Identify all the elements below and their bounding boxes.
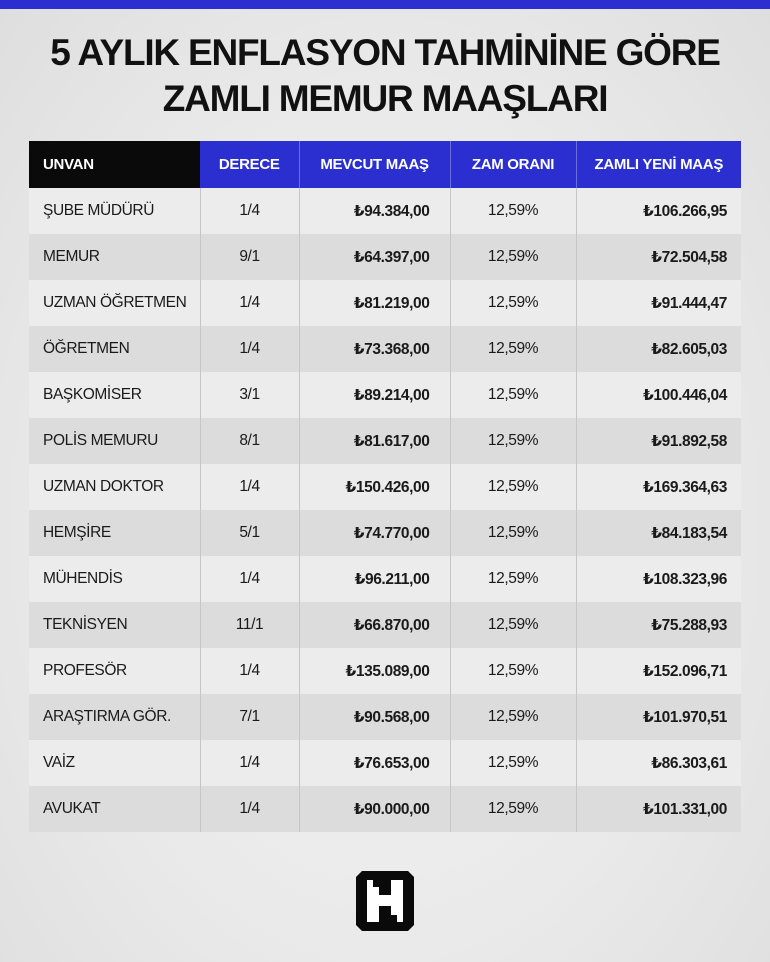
header-zam-orani: ZAM ORANI	[450, 141, 576, 188]
table-row	[29, 694, 741, 740]
h-logo-icon	[356, 871, 414, 931]
top-accent-bar	[0, 0, 770, 9]
cell-zam-orani: 12,59%	[450, 786, 576, 832]
cell-zamli-yeni-maas: ₺108.323,96	[576, 556, 741, 602]
cell-zam-orani: 12,59%	[450, 556, 576, 602]
cell-zam-orani: 12,59%	[450, 188, 576, 234]
cell-unvan: PROFESÖR	[29, 648, 200, 694]
cell-mevcut-maas: ₺96.211,00	[299, 556, 450, 602]
cell-unvan: UZMAN DOKTOR	[29, 464, 200, 510]
table-row	[29, 188, 741, 234]
salary-table	[29, 141, 741, 832]
cell-mevcut-maas: ₺64.397,00	[299, 234, 450, 280]
table-row	[29, 418, 741, 464]
cell-unvan: TEKNİSYEN	[29, 602, 200, 648]
table-row	[29, 280, 741, 326]
cell-unvan: ARAŞTIRMA GÖR.	[29, 694, 200, 740]
cell-unvan: ÖĞRETMEN	[29, 326, 200, 372]
table-row	[29, 372, 741, 418]
table-row	[29, 602, 741, 648]
cell-derece: 1/4	[200, 326, 299, 372]
cell-zamli-yeni-maas: ₺75.288,93	[576, 602, 741, 648]
cell-zamli-yeni-maas: ₺72.504,58	[576, 234, 741, 280]
cell-derece: 9/1	[200, 234, 299, 280]
cell-unvan: AVUKAT	[29, 786, 200, 832]
table-row	[29, 648, 741, 694]
table-row	[29, 326, 741, 372]
cell-zamli-yeni-maas: ₺84.183,54	[576, 510, 741, 556]
cell-mevcut-maas: ₺90.000,00	[299, 786, 450, 832]
cell-mevcut-maas: ₺135.089,00	[299, 648, 450, 694]
table-row	[29, 464, 741, 510]
cell-zam-orani: 12,59%	[450, 234, 576, 280]
cell-mevcut-maas: ₺81.617,00	[299, 418, 450, 464]
cell-unvan: BAŞKOMİSER	[29, 372, 200, 418]
cell-derece: 1/4	[200, 188, 299, 234]
header-derece: DERECE	[200, 141, 299, 188]
cell-derece: 5/1	[200, 510, 299, 556]
cell-derece: 1/4	[200, 786, 299, 832]
cell-zamli-yeni-maas: ₺169.364,63	[576, 464, 741, 510]
cell-unvan: UZMAN ÖĞRETMEN	[29, 280, 200, 326]
cell-derece: 1/4	[200, 648, 299, 694]
cell-zam-orani: 12,59%	[450, 510, 576, 556]
page-title	[0, 30, 770, 122]
cell-mevcut-maas: ₺94.384,00	[299, 188, 450, 234]
table-row	[29, 234, 741, 280]
table-row	[29, 786, 741, 832]
title-line-2: ZAMLI MEMUR MAAŞLARI	[162, 78, 608, 119]
cell-zamli-yeni-maas: ₺91.444,47	[576, 280, 741, 326]
cell-zamli-yeni-maas: ₺100.446,04	[576, 372, 741, 418]
cell-zamli-yeni-maas: ₺91.892,58	[576, 418, 741, 464]
cell-derece: 1/4	[200, 740, 299, 786]
cell-zamli-yeni-maas: ₺101.970,51	[576, 694, 741, 740]
cell-unvan: VAİZ	[29, 740, 200, 786]
cell-unvan: MEMUR	[29, 234, 200, 280]
cell-zamli-yeni-maas: ₺106.266,95	[576, 188, 741, 234]
cell-zamli-yeni-maas: ₺86.303,61	[576, 740, 741, 786]
cell-derece: 1/4	[200, 556, 299, 602]
cell-mevcut-maas: ₺66.870,00	[299, 602, 450, 648]
cell-zamli-yeni-maas: ₺82.605,03	[576, 326, 741, 372]
cell-unvan: MÜHENDİS	[29, 556, 200, 602]
header-zamli-yeni-maas: ZAMLI YENİ MAAŞ	[576, 141, 741, 188]
header-mevcut-maas: MEVCUT MAAŞ	[299, 141, 450, 188]
cell-mevcut-maas: ₺90.568,00	[299, 694, 450, 740]
cell-zam-orani: 12,59%	[450, 740, 576, 786]
cell-mevcut-maas: ₺89.214,00	[299, 372, 450, 418]
header-unvan: UNVAN	[29, 141, 200, 188]
cell-zam-orani: 12,59%	[450, 280, 576, 326]
cell-derece: 1/4	[200, 280, 299, 326]
cell-zam-orani: 12,59%	[450, 464, 576, 510]
cell-mevcut-maas: ₺76.653,00	[299, 740, 450, 786]
table-row	[29, 556, 741, 602]
cell-zam-orani: 12,59%	[450, 648, 576, 694]
cell-zam-orani: 12,59%	[450, 418, 576, 464]
title-line-1: 5 AYLIK ENFLASYON TAHMİNİNE GÖRE	[50, 32, 720, 73]
table-row	[29, 510, 741, 556]
cell-unvan: HEMŞİRE	[29, 510, 200, 556]
cell-zamli-yeni-maas: ₺101.331,00	[576, 786, 741, 832]
cell-zam-orani: 12,59%	[450, 602, 576, 648]
cell-unvan: POLİS MEMURU	[29, 418, 200, 464]
cell-zamli-yeni-maas: ₺152.096,71	[576, 648, 741, 694]
cell-derece: 3/1	[200, 372, 299, 418]
cell-mevcut-maas: ₺73.368,00	[299, 326, 450, 372]
cell-derece: 8/1	[200, 418, 299, 464]
cell-derece: 1/4	[200, 464, 299, 510]
cell-mevcut-maas: ₺150.426,00	[299, 464, 450, 510]
cell-mevcut-maas: ₺74.770,00	[299, 510, 450, 556]
cell-mevcut-maas: ₺81.219,00	[299, 280, 450, 326]
cell-zam-orani: 12,59%	[450, 326, 576, 372]
cell-derece: 7/1	[200, 694, 299, 740]
cell-zam-orani: 12,59%	[450, 694, 576, 740]
table-row	[29, 740, 741, 786]
cell-zam-orani: 12,59%	[450, 372, 576, 418]
cell-derece: 11/1	[200, 602, 299, 648]
cell-unvan: ŞUBE MÜDÜRÜ	[29, 188, 200, 234]
table-header-row	[29, 141, 741, 188]
